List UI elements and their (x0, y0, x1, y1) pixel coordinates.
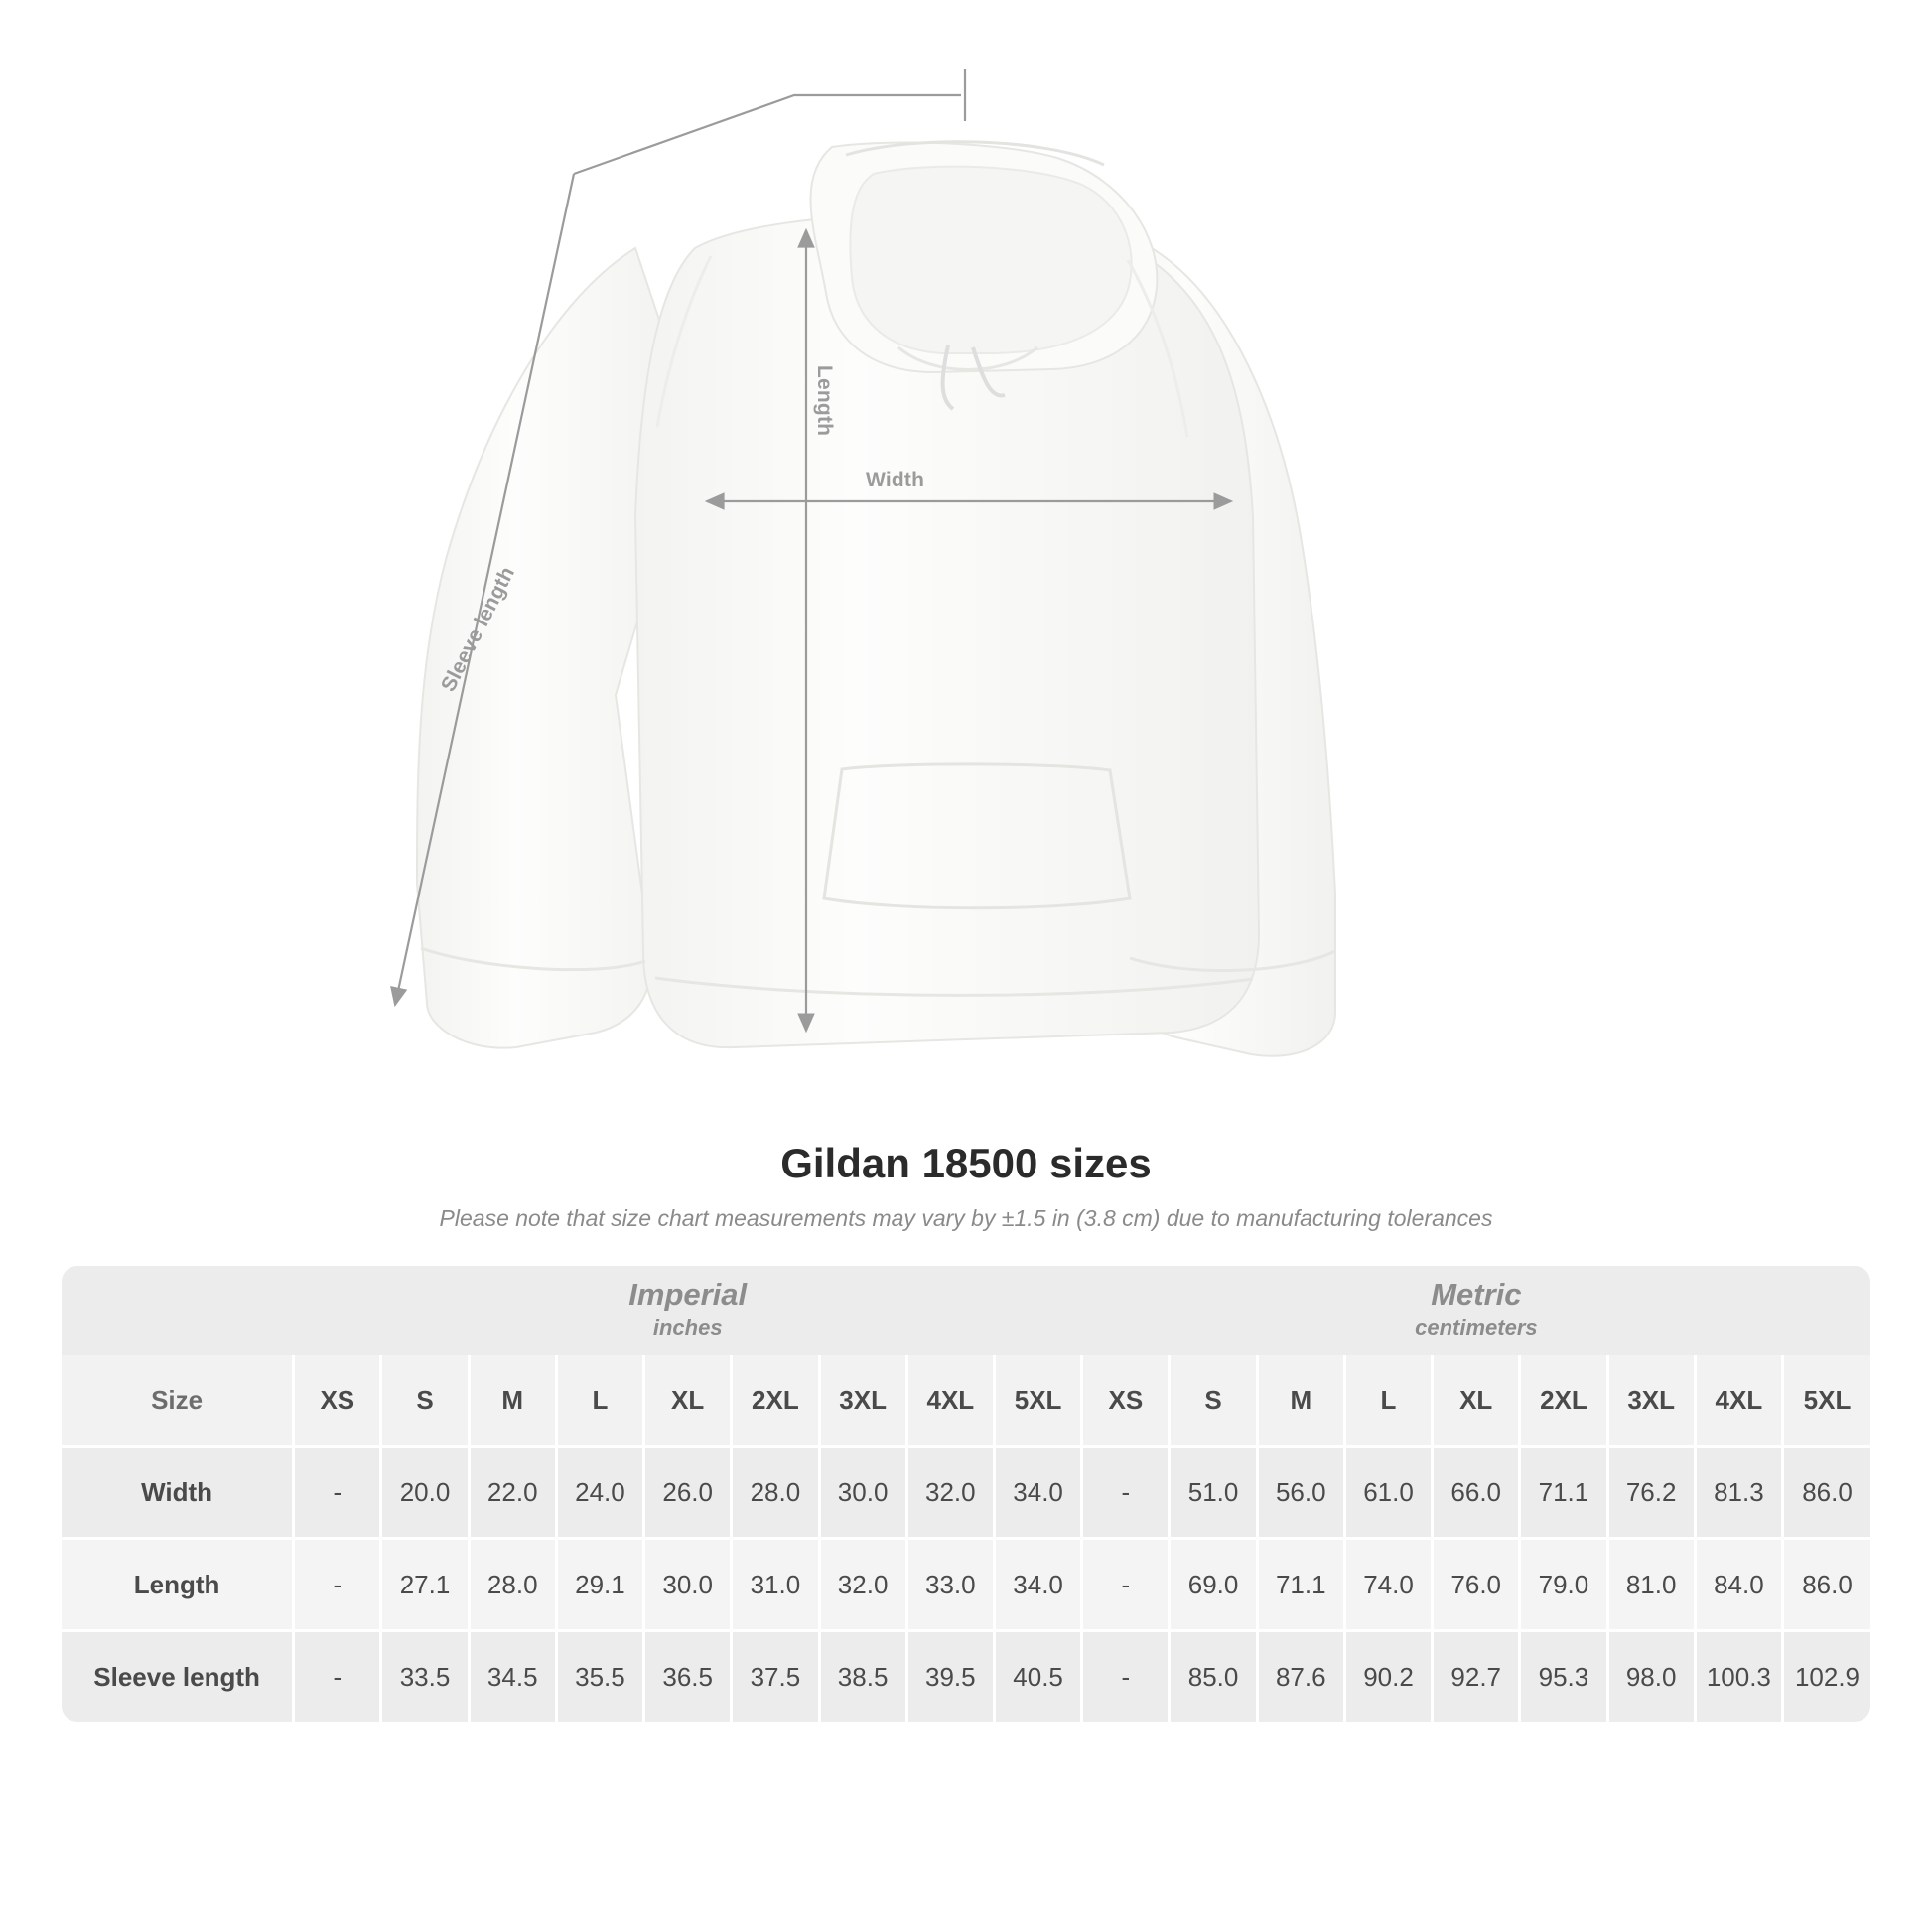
size-header-cell: M (469, 1355, 556, 1447)
size-header-cell: 2XL (1520, 1355, 1607, 1447)
table-row (62, 1447, 1870, 1539)
size-chart-body (62, 1447, 1870, 1723)
size-chart-table (62, 1266, 1870, 1722)
measurement-cell: 40.5 (994, 1631, 1081, 1723)
measurement-cell: 71.1 (1520, 1447, 1607, 1539)
measurement-cell: 84.0 (1695, 1539, 1782, 1631)
table-row (62, 1539, 1870, 1631)
measurement-cell: 38.5 (819, 1631, 906, 1723)
unit-sub-imperial: inches (652, 1315, 723, 1341)
measurement-cell: - (1082, 1447, 1170, 1539)
measurement-cell: 51.0 (1170, 1447, 1257, 1539)
measurement-cell: - (1082, 1631, 1170, 1723)
size-header-cell: 4XL (906, 1355, 994, 1447)
unit-header-imperial (294, 1266, 1082, 1355)
measurement-cell: 27.1 (381, 1539, 469, 1631)
measurement-cell: 66.0 (1433, 1447, 1520, 1539)
measurement-cell: 34.5 (469, 1631, 556, 1723)
measurement-cell: 76.0 (1433, 1539, 1520, 1631)
measurement-cell: 31.0 (732, 1539, 819, 1631)
measurement-label: Width (62, 1447, 294, 1539)
size-header-cell: 3XL (819, 1355, 906, 1447)
unit-header-row (62, 1266, 1870, 1355)
size-header-cell: 2XL (732, 1355, 819, 1447)
measurement-cell: 86.0 (1782, 1539, 1870, 1631)
measurement-cell: 26.0 (644, 1447, 732, 1539)
measurement-cell: - (294, 1539, 381, 1631)
unit-sub-metric: centimeters (1415, 1315, 1538, 1341)
size-header-cell: 3XL (1607, 1355, 1695, 1447)
size-header-label: Size (62, 1355, 294, 1447)
measurement-cell: 28.0 (732, 1447, 819, 1539)
page-title: Gildan 18500 sizes (780, 1140, 1152, 1186)
measurement-cell: - (1082, 1539, 1170, 1631)
size-header-cell: M (1257, 1355, 1344, 1447)
unit-name-metric: Metric (1431, 1276, 1522, 1311)
size-header-cell: XL (644, 1355, 732, 1447)
size-header-cell: XL (1433, 1355, 1520, 1447)
measurement-cell: 74.0 (1344, 1539, 1432, 1631)
measurement-cell: 76.2 (1607, 1447, 1695, 1539)
measurement-cell: 35.5 (556, 1631, 643, 1723)
size-header-row (62, 1355, 1870, 1447)
measurement-cell: 20.0 (381, 1447, 469, 1539)
measurement-cell: 34.0 (994, 1447, 1081, 1539)
measurement-label: Sleeve length (62, 1631, 294, 1723)
measurement-cell: 87.6 (1257, 1631, 1344, 1723)
measurement-cell: 32.0 (819, 1539, 906, 1631)
measurement-cell: 28.0 (469, 1539, 556, 1631)
measurement-cell: 90.2 (1344, 1631, 1432, 1723)
hoodie-garment (417, 142, 1335, 1056)
measurement-cell: 79.0 (1520, 1539, 1607, 1631)
table-row (62, 1631, 1870, 1723)
measurement-cell: 22.0 (469, 1447, 556, 1539)
size-header-cell: XS (294, 1355, 381, 1447)
measurement-cell: 36.5 (644, 1631, 732, 1723)
sleeve-length-label: Sleeve length (437, 563, 520, 696)
measurement-cell: 30.0 (819, 1447, 906, 1539)
size-header-cell: S (1170, 1355, 1257, 1447)
measurement-cell: 33.0 (906, 1539, 994, 1631)
size-header-cell: L (1344, 1355, 1432, 1447)
measurement-label: Length (62, 1539, 294, 1631)
measurement-cell: 61.0 (1344, 1447, 1432, 1539)
measurement-cell: 102.9 (1782, 1631, 1870, 1723)
size-header-cell: 4XL (1695, 1355, 1782, 1447)
width-label: Width (866, 469, 925, 491)
measurement-cell: 95.3 (1520, 1631, 1607, 1723)
measurement-cell: 98.0 (1607, 1631, 1695, 1723)
measurement-cell: 33.5 (381, 1631, 469, 1723)
measurement-cell: - (294, 1447, 381, 1539)
length-label: Length (813, 365, 836, 437)
measurement-cell: 29.1 (556, 1539, 643, 1631)
measurement-cell: 24.0 (556, 1447, 643, 1539)
size-header-cell: 5XL (1782, 1355, 1870, 1447)
measurement-cell: 69.0 (1170, 1539, 1257, 1631)
measurement-cell: 56.0 (1257, 1447, 1344, 1539)
size-header-cell: 5XL (994, 1355, 1081, 1447)
size-header-cell: S (381, 1355, 469, 1447)
unit-header-metric (1082, 1266, 1870, 1355)
measurement-cell: 37.5 (732, 1631, 819, 1723)
chart-title-block (0, 1140, 1932, 1232)
measurement-cell: 81.3 (1695, 1447, 1782, 1539)
measurement-cell: - (294, 1631, 381, 1723)
measurement-cell: 34.0 (994, 1539, 1081, 1631)
measurement-cell: 86.0 (1782, 1447, 1870, 1539)
size-chart-table-wrap (62, 1266, 1870, 1722)
tolerance-note: Please note that size chart measurements may vary by ±1.5 in (3.8 cm) due to manufacturing tolerances (439, 1205, 1493, 1231)
measurement-cell: 85.0 (1170, 1631, 1257, 1723)
size-header-cell: XS (1082, 1355, 1170, 1447)
unit-header-spacer (62, 1266, 294, 1355)
unit-name-imperial: Imperial (628, 1276, 748, 1311)
measurement-cell: 39.5 (906, 1631, 994, 1723)
size-header-cell: L (556, 1355, 643, 1447)
measurement-cell: 32.0 (906, 1447, 994, 1539)
measurement-cell: 100.3 (1695, 1631, 1782, 1723)
measurement-cell: 81.0 (1607, 1539, 1695, 1631)
measurement-cell: 71.1 (1257, 1539, 1344, 1631)
measurement-cell: 30.0 (644, 1539, 732, 1631)
measurement-cell: 92.7 (1433, 1631, 1520, 1723)
